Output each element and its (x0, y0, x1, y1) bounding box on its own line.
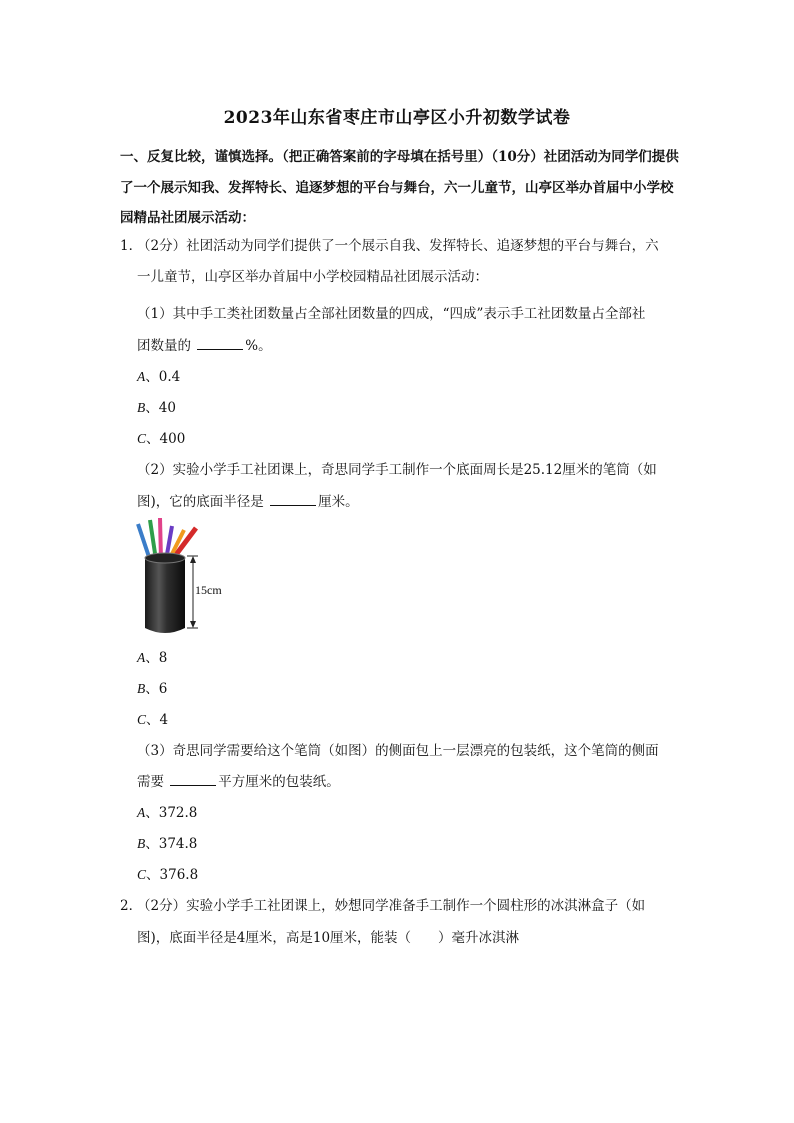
subquestion-2-text-a: 图)，它的底面半径是 (137, 494, 264, 510)
subquestion-3-text-b: 平方厘米的包装纸。 (218, 774, 340, 790)
subquestion-2-text-b: 厘米。 (318, 494, 359, 510)
option-c[interactable]: C、376.8 (137, 867, 199, 883)
section-heading: 一、反复比较，谨慎选择。（把正确答案前的字母填在括号里）（10分）社团活动为同学们提供了一个展示知我、发挥特长、追逐梦想的平台与舞台，六一儿童节，山亭区举办首届中小学校园精品社团展示活动： (120, 149, 679, 226)
question-1-line-2: 一儿童节，山亭区举办首届中小学校园精品社团展示活动： (137, 269, 488, 285)
subquestion-3-line-1: （3）奇思同学需要给这个笔筒（如图）的侧面包上一层漂亮的包装纸，这个笔筒的侧面 (137, 743, 659, 759)
question-1-number: 1． (120, 238, 143, 254)
subquestion-1-text-b: %。 (245, 338, 272, 354)
option-b[interactable]: B、6 (137, 681, 168, 697)
answer-blank (197, 337, 243, 350)
subquestion-1-line-1: （1）其中手工类社团数量占全部社团数量的四成，“四成”表示手工社团数量占全部社 (137, 306, 646, 322)
cup-body (145, 558, 185, 633)
question-1-line-1: （2分）社团活动为同学们提供了一个展示自我、发挥特长、追逐梦想的平台与舞台，六 (137, 238, 659, 254)
subquestion-1-text-a: 团数量的 (137, 338, 191, 354)
subquestion-2-line-1: （2）实验小学手工社团课上，奇思同学手工制作一个底面周长是25.12厘米的笔筒（如 (137, 462, 657, 478)
pencil-blue (138, 524, 150, 560)
subquestion-3-line-2 (137, 770, 340, 790)
pen-holder-figure (136, 516, 236, 638)
option-c[interactable]: C、4 (137, 712, 169, 728)
page-title: 2023年山东省枣庄市山亭区小升初数学试卷 (223, 108, 571, 128)
option-a[interactable]: A、0.4 (137, 369, 181, 385)
answer-blank (270, 493, 316, 506)
cup-rim (145, 553, 185, 563)
question-2-number: 2． (120, 898, 143, 914)
question-2-line-1: （2分）实验小学手工社团课上，妙想同学准备手工制作一个圆柱形的冰淇淋盒子（如 (137, 898, 646, 914)
option-b[interactable]: B、40 (137, 400, 176, 416)
dimension-arrow-up (190, 556, 196, 563)
subquestion-3-text-a: 需要 (137, 774, 164, 790)
option-c[interactable]: C、400 (137, 431, 186, 447)
answer-blank (170, 773, 216, 786)
option-a[interactable]: A、372.8 (137, 805, 198, 821)
question-2-line-2: 图)，底面半径是4厘米，高是10厘米，能装（ ）毫升冰淇淋 (137, 930, 520, 946)
subquestion-2-line-2 (137, 490, 359, 510)
dimension-arrow-down (190, 621, 196, 628)
option-b[interactable]: B、374.8 (137, 836, 198, 852)
option-a[interactable]: A、8 (137, 650, 168, 666)
subquestion-1-line-2 (137, 334, 272, 354)
height-label: 15cm (195, 583, 222, 597)
